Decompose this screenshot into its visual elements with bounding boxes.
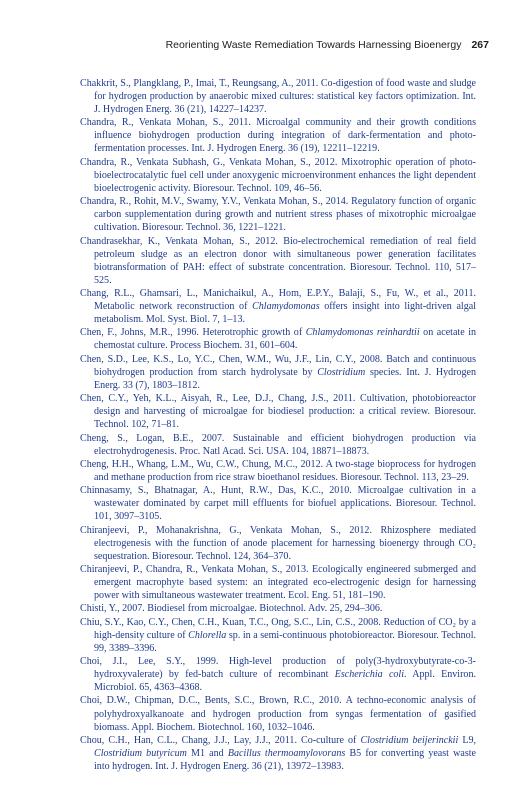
reference-text: Chiranjeevi, P., Mohanakrishna, G., Venkata Mohan, S., 2012. Rhizosphere mediated electrogenesis with the function of anode placement for harnessing bioenergy through CO₂ sequestration. Bioresour. Technol. 124, 364–370. xyxy=(80,524,476,562)
running-header xyxy=(80,39,489,51)
reference-entry xyxy=(80,602,476,615)
reference-text: Chandra, R., Rohit, M.V., Swamy, Y.V., Venkata Mohan, S., 2014. Regulatory function of organic carbon supplementation during growth and nutrient stress phases of mixotrophic microalgae cultivation. Bioresour. Technol. 36, 1221–1221. xyxy=(80,196,476,234)
reference-entry xyxy=(80,235,476,287)
reference-text: Chou, C.H., Han, C.L., Chang, J.J., Lay, J.J., 2011. Co-culture of xyxy=(80,734,361,746)
reference-text: Chen, S.D., Lee, K.S., Lo, Y.C., Chen, W.M., Wu, J.F., Lin, C.Y., 2008. Batch and continuous biohydrogen production from starch hydrolysate by xyxy=(80,353,476,378)
reference-text: on acetate in chemostat culture. Process Biochem. 31, 601–604. xyxy=(94,327,477,352)
reference-text: L9, xyxy=(458,734,477,746)
species-name: Clostridium beijerinckii xyxy=(360,734,459,746)
reference-text: . Appl. Environ. Microbiol. 65, 4363–4368. xyxy=(94,669,476,694)
reference-entry xyxy=(80,287,476,326)
reference-text: Chang, R.L., Ghamsari, L., Manichaikul, A., Hom, E.P.Y., Balaji, S., Fu, W., et al., 2011. Metabolic network reconstruction of xyxy=(80,288,476,313)
running-title: Reorienting Waste Remediation Towards Harnessing Bioenergy xyxy=(165,39,462,51)
reference-text: M1 and xyxy=(186,747,228,759)
reference-text: species. Int. J. Hydrogen Energ. 33 (7), 1803–1812. xyxy=(94,366,477,391)
reference-text: Cheng, S., Logan, B.E., 2007. Sustainable and efficient biohydrogen production via electrohydrogenesis. Proc. Natl Acad. Sci. USA. 104, 18871–18873. xyxy=(80,432,476,457)
reference-text: Chinnasamy, S., Bhatnagar, A., Hunt, R.W., Das, K.C., 2010. Microalgae cultivation in a wastewater dominated by carpet mill effluents for biofuel applications. Bioresour. Technol. 101, 3097–3105. xyxy=(80,485,476,523)
reference-entry xyxy=(80,392,476,431)
reference-text: sp. in a semi-continuous photobioreactor. Bioresour. Technol. 99, 3389–3396. xyxy=(94,629,477,654)
reference-text: Choi, D.W., Chipman, D.C., Bents, S.C., Brown, R.C., 2010. A techno-economic analysis of polyhydroxyalkanoate and hydrogen production from syngas fermentation of gasified biomass. Appl. Biochem. Biotechnol. 160, 1032–1046. xyxy=(80,695,476,733)
reference-text: Chakkrit, S., Plangklang, P., Imai, T., Reungsang, A., 2011. Co-digestion of food waste and sludge for hydrogen production by anaerobic mixed cultures: statistical key factors optimization. Int. J. Hydrogen Energ. 36 (21), 14227–14237. xyxy=(80,78,476,116)
reference-text: Cheng, H.H., Whang, L.M., Wu, C.W., Chung, M.C., 2012. A two-stage bioprocess for hydrogen and methane production from rice straw bioethanol residues. Bioresour. Technol. 113, 23–29. xyxy=(80,458,476,483)
species-name: Chlamydomonas xyxy=(252,301,320,313)
reference-text: Chen, C.Y., Yeh, K.L., Aisyah, R., Lee, D.J., Chang, J.S., 2011. Cultivation, photobioreactor design and harvesting of microalgae for biodiesel production: a critical review. Bioresour. Technol. 102, 71–81. xyxy=(80,393,476,431)
reference-text: Chiu, S.Y., Kao, C.Y., Chen, C.H., Kuan, T.C., Ong, S.C., Lin, C.S., 2008. Reduction of CO₂ by a high-density culture of xyxy=(80,616,476,641)
reference-entry xyxy=(80,458,476,484)
reference-entry xyxy=(80,616,476,655)
species-name: Chlamydomonas reinhardtii xyxy=(305,327,420,339)
reference-text: Chandra, R., Venkata Subhash, G., Venkata Mohan, S., 2012. Mixotrophic operation of photo-bioelectrocatalytic fuel cell under anoxygenic microenvironment enhances the light dependent bioelectrogenic activity. Bioresour. Technol. 109, 46–56. xyxy=(80,156,476,194)
species-name: Clostridium xyxy=(317,366,366,378)
reference-entry xyxy=(80,432,476,458)
reference-entry xyxy=(80,353,476,392)
page-number: 267 xyxy=(471,39,489,51)
species-name: Clostridium butyricum xyxy=(94,747,187,759)
reference-entry xyxy=(80,326,476,352)
reference-entry xyxy=(80,116,476,155)
reference-entry xyxy=(80,655,476,694)
species-name: Escherichia coli xyxy=(334,669,405,681)
reference-entry xyxy=(80,156,476,195)
reference-text: Chiranjeevi, P., Chandra, R., Venkata Mohan, S., 2013. Ecologically engineered submerged and emergent macrophyte based system: an integrated eco-electrogenic design for harnessing power with simultaneous wastewater treatment. Ecol. Eng. 51, 181–190. xyxy=(80,563,476,602)
reference-text: offers insight into light-driven algal metabolism. Mol. Syst. Biol. 7, 1–13. xyxy=(94,301,477,326)
reference-entry xyxy=(80,195,476,234)
reference-entry xyxy=(80,484,476,523)
species-name: Chlorella xyxy=(188,629,227,641)
species-name: Bacillus thermoamylovorans xyxy=(227,747,346,759)
reference-text: Choi, J.I., Lee, S.Y., 1999. High-level production of poly(3-hydroxybutyrate-co-3-hydroxyvalerate) by fed-batch culture of recombinant xyxy=(80,656,476,681)
reference-entry xyxy=(80,524,476,563)
reference-text: Chen, F., Johns, M.R., 1996. Heterotrophic growth of xyxy=(80,327,306,339)
reference-text: Chandra, R., Venkata Mohan, S., 2011. Microalgal community and their growth conditions influence biohydrogen production during integration of dark-fermentation and photo-fermentation processes. Int. J. Hydrogen Energ. 36 (19), 12211–12219. xyxy=(80,117,476,155)
reference-text: B5 for converting yeast waste into hydrogen. Int. J. Hydrogen Energ. 36 (21), 13972–13983. xyxy=(94,747,476,772)
reference-entry xyxy=(80,77,476,116)
reference-entry xyxy=(80,694,476,733)
reference-text: Chandrasekhar, K., Venkata Mohan, S., 2012. Bio-electrochemical remediation of real field petroleum sludge as an electron donor with simultaneous power generation facilitates biotransformation of PAH: effect of substrate concentration. Bioresour. Technol. 110, 517–525. xyxy=(80,235,476,286)
reference-entry xyxy=(80,563,476,602)
reference-entry xyxy=(80,734,476,773)
reference-list xyxy=(80,77,476,773)
reference-text: Chisti, Y., 2007. Biodiesel from microalgae. Biotechnol. Adv. 25, 294–306. xyxy=(80,603,383,615)
